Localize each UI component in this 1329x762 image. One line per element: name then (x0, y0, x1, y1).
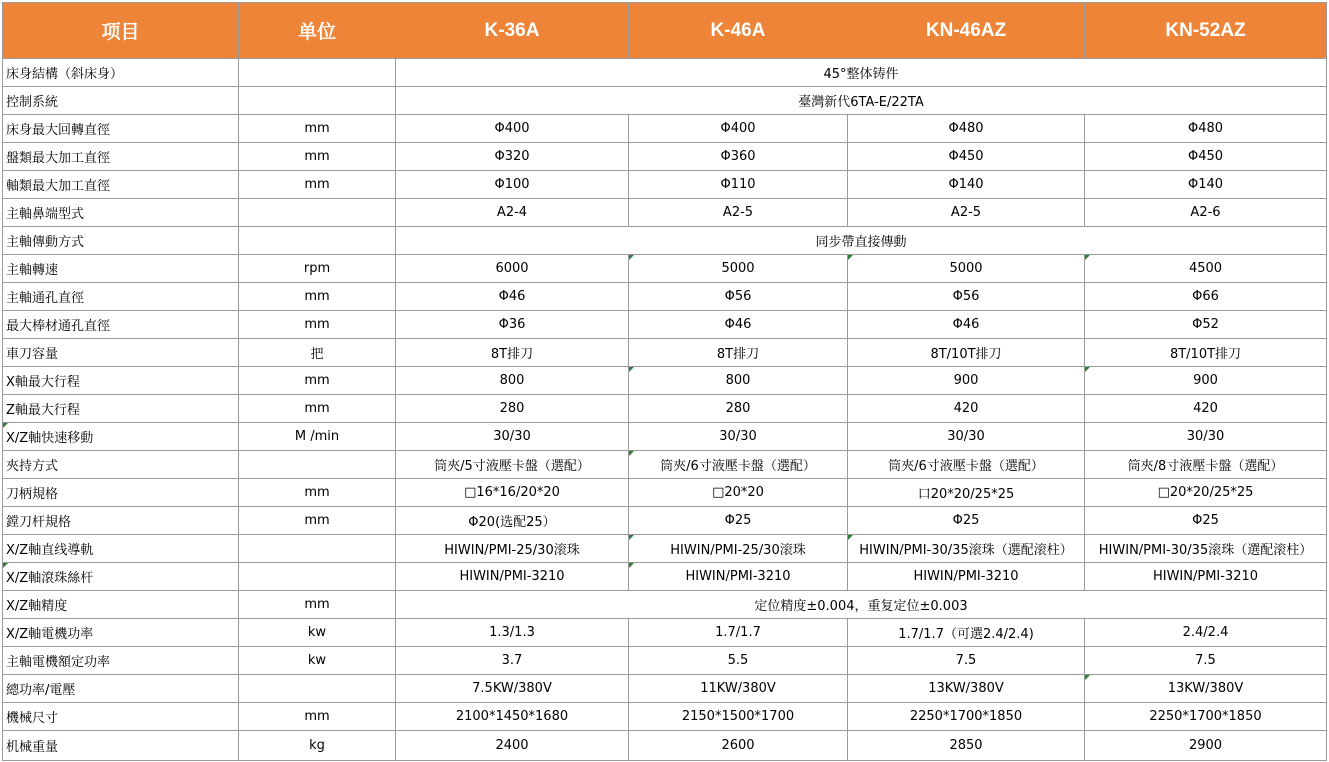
spec-unit: mm (239, 395, 396, 423)
table-row (3, 199, 1327, 227)
spec-unit: kw (239, 647, 396, 675)
spec-unit (239, 59, 396, 87)
spec-value: 8T排刀 (396, 339, 629, 367)
spec-value: Φ450 (1085, 143, 1327, 171)
spec-label: 車刀容量 (3, 339, 239, 367)
spec-value: 900 (1085, 367, 1327, 395)
spec-value: Φ20(选配25） (396, 507, 629, 535)
spec-unit: mm (239, 703, 396, 731)
spec-value: Φ56 (848, 283, 1085, 311)
spec-value: HIWIN/PMI-3210 (848, 563, 1085, 591)
spec-value: 13KW/380V (1085, 675, 1327, 703)
spec-unit (239, 199, 396, 227)
spec-label: 總功率/電壓 (3, 675, 239, 703)
spec-label: X軸最大行程 (3, 367, 239, 395)
spec-unit: mm (239, 171, 396, 199)
spec-value: 11KW/380V (629, 675, 848, 703)
spec-label: 盤類最大加工直徑 (3, 143, 239, 171)
spec-value: 30/30 (848, 423, 1085, 451)
table-row (3, 479, 1327, 507)
table-row (3, 115, 1327, 143)
spec-value: 13KW/380V (848, 675, 1085, 703)
table-row (3, 423, 1327, 451)
spec-value: Φ320 (396, 143, 629, 171)
table-row (3, 255, 1327, 283)
spec-label: X/Z軸電機功率 (3, 619, 239, 647)
spec-value: Φ400 (396, 115, 629, 143)
table-row (3, 143, 1327, 171)
spec-value: Φ480 (848, 115, 1085, 143)
spec-value: 2250*1700*1850 (848, 703, 1085, 731)
spec-value: 420 (1085, 395, 1327, 423)
table-body (3, 59, 1327, 761)
spec-value: 口20*20/25*25 (848, 479, 1085, 507)
table-row (3, 563, 1327, 591)
spec-value: Φ480 (1085, 115, 1327, 143)
spec-value: 30/30 (629, 423, 848, 451)
table-row (3, 703, 1327, 731)
spec-value: HIWIN/PMI-30/35滚珠（選配滚柱） (1085, 535, 1327, 563)
spec-value: Φ140 (848, 171, 1085, 199)
spec-label: 鏜刀杆規格 (3, 507, 239, 535)
spec-value: 4500 (1085, 255, 1327, 283)
spec-value: Φ360 (629, 143, 848, 171)
spec-value: Φ46 (629, 311, 848, 339)
table-row (3, 283, 1327, 311)
spec-value: Φ36 (396, 311, 629, 339)
spec-value: Φ25 (1085, 507, 1327, 535)
spec-value: Φ52 (1085, 311, 1327, 339)
spec-value: Φ110 (629, 171, 848, 199)
header-model-k36a: K-36A (396, 3, 629, 59)
spec-value: 筒夾/6寸液壓卡盤（選配） (629, 451, 848, 479)
spec-value: Φ450 (848, 143, 1085, 171)
spec-unit: mm (239, 283, 396, 311)
spec-value: A2-5 (629, 199, 848, 227)
spec-value: 2100*1450*1680 (396, 703, 629, 731)
spec-label: 控制系統 (3, 87, 239, 115)
spec-unit: rpm (239, 255, 396, 283)
spec-value: 7.5 (1085, 647, 1327, 675)
spec-value: 30/30 (396, 423, 629, 451)
spec-value: 420 (848, 395, 1085, 423)
spec-value: Φ66 (1085, 283, 1327, 311)
table-row (3, 507, 1327, 535)
spec-value: 900 (848, 367, 1085, 395)
spec-value: Φ25 (629, 507, 848, 535)
spec-value: □20*20 (629, 479, 848, 507)
spec-value: 280 (396, 395, 629, 423)
spec-label: 床身最大回轉直徑 (3, 115, 239, 143)
header-model-kn52az: KN-52AZ (1085, 3, 1327, 59)
spec-label: X/Z軸精度 (3, 591, 239, 619)
table-row (3, 619, 1327, 647)
spec-value: Φ140 (1085, 171, 1327, 199)
spec-unit: mm (239, 367, 396, 395)
spec-value: 280 (629, 395, 848, 423)
spec-label: 主軸電機額定功率 (3, 647, 239, 675)
spec-value: 1.7/1.7 (629, 619, 848, 647)
spec-value: 6000 (396, 255, 629, 283)
table-row (3, 339, 1327, 367)
spec-value: A2-4 (396, 199, 629, 227)
spec-value: 8T排刀 (629, 339, 848, 367)
spec-value: 800 (629, 367, 848, 395)
spec-unit (239, 535, 396, 563)
spec-value: 2150*1500*1700 (629, 703, 848, 731)
spec-label: 机械重量 (3, 731, 239, 761)
spec-label: 軸類最大加工直徑 (3, 171, 239, 199)
spec-value: Φ46 (396, 283, 629, 311)
spec-label: 夾持方式 (3, 451, 239, 479)
spec-value: 5000 (848, 255, 1085, 283)
spec-label: X/Z軸快速移動 (3, 423, 239, 451)
spec-value: 2400 (396, 731, 629, 761)
header-row (3, 3, 1327, 59)
spec-value: HIWIN/PMI-3210 (629, 563, 848, 591)
spec-value: □16*16/20*20 (396, 479, 629, 507)
spec-value: 8T/10T排刀 (848, 339, 1085, 367)
header-model-kn46az: KN-46AZ (848, 3, 1085, 59)
spec-unit: kg (239, 731, 396, 761)
table-row (3, 367, 1327, 395)
spec-table (2, 2, 1327, 761)
spec-label: 床身結構（斜床身） (3, 59, 239, 87)
spec-value: 筒夾/5寸液壓卡盤（選配） (396, 451, 629, 479)
spec-value: Φ56 (629, 283, 848, 311)
table-row (3, 591, 1327, 619)
spec-unit (239, 675, 396, 703)
spec-value: HIWIN/PMI-3210 (1085, 563, 1327, 591)
spec-value: 筒夾/6寸液壓卡盤（選配） (848, 451, 1085, 479)
spec-unit: mm (239, 311, 396, 339)
spec-value: □20*20/25*25 (1085, 479, 1327, 507)
spec-label: 機械尺寸 (3, 703, 239, 731)
spec-value: 2.4/2.4 (1085, 619, 1327, 647)
spec-label: X/Z軸直线導軌 (3, 535, 239, 563)
spec-unit: mm (239, 591, 396, 619)
spec-value: HIWIN/PMI-3210 (396, 563, 629, 591)
spec-value: 2900 (1085, 731, 1327, 761)
spec-unit: mm (239, 507, 396, 535)
spec-value-all-models: 臺灣新代6TA-E/22TA (396, 87, 1327, 115)
spec-label: X/Z軸滾珠絲杆 (3, 563, 239, 591)
spec-unit: kw (239, 619, 396, 647)
spec-value: 800 (396, 367, 629, 395)
spec-unit (239, 563, 396, 591)
spec-unit: M /min (239, 423, 396, 451)
spec-value: 30/30 (1085, 423, 1327, 451)
spec-value: A2-6 (1085, 199, 1327, 227)
header-unit: 单位 (239, 3, 396, 59)
table-row (3, 59, 1327, 87)
table-row (3, 87, 1327, 115)
spec-value: HIWIN/PMI-25/30滚珠 (396, 535, 629, 563)
table-row (3, 535, 1327, 563)
spec-label: 主軸通孔直徑 (3, 283, 239, 311)
spec-value: 2850 (848, 731, 1085, 761)
spec-value: Φ25 (848, 507, 1085, 535)
spec-value: 5.5 (629, 647, 848, 675)
spec-value-all-models: 定位精度±0.004，重复定位±0.003 (396, 591, 1327, 619)
spec-value: 筒夾/8寸液壓卡盤（選配） (1085, 451, 1327, 479)
spec-value: A2-5 (848, 199, 1085, 227)
spec-unit (239, 451, 396, 479)
header-model-k46a: K-46A (629, 3, 848, 59)
spec-label: 刀柄規格 (3, 479, 239, 507)
table-row (3, 227, 1327, 255)
spec-label: 最大棒材通孔直徑 (3, 311, 239, 339)
table-row (3, 395, 1327, 423)
spec-value-all-models: 同步帶直接傳動 (396, 227, 1327, 255)
spec-value: 7.5 (848, 647, 1085, 675)
spec-value: HIWIN/PMI-30/35滚珠（選配滚柱） (848, 535, 1085, 563)
spec-unit (239, 87, 396, 115)
spec-value: Φ400 (629, 115, 848, 143)
spec-value: 8T/10T排刀 (1085, 339, 1327, 367)
spec-value: 2600 (629, 731, 848, 761)
spec-unit: 把 (239, 339, 396, 367)
spec-label: 主軸傳動方式 (3, 227, 239, 255)
spec-value: HIWIN/PMI-25/30滚珠 (629, 535, 848, 563)
spec-unit: mm (239, 479, 396, 507)
table-row (3, 731, 1327, 761)
spec-label: Z軸最大行程 (3, 395, 239, 423)
spec-unit: mm (239, 115, 396, 143)
spec-value: 7.5KW/380V (396, 675, 629, 703)
table-row (3, 171, 1327, 199)
spec-unit: mm (239, 143, 396, 171)
spec-value: Φ100 (396, 171, 629, 199)
spec-unit (239, 227, 396, 255)
spec-value: 1.7/1.7（可選2.4/2.4) (848, 619, 1085, 647)
spec-label: 主軸鼻端型式 (3, 199, 239, 227)
table-row (3, 311, 1327, 339)
spec-value: 2250*1700*1850 (1085, 703, 1327, 731)
table-row (3, 675, 1327, 703)
table-row (3, 647, 1327, 675)
spec-value: 5000 (629, 255, 848, 283)
spec-value: 3.7 (396, 647, 629, 675)
spec-value-all-models: 45°整体铸件 (396, 59, 1327, 87)
spec-value: 1.3/1.3 (396, 619, 629, 647)
header-item: 项目 (3, 3, 239, 59)
spec-label: 主軸轉速 (3, 255, 239, 283)
table-row (3, 451, 1327, 479)
table-header (3, 3, 1327, 59)
spec-value: Φ46 (848, 311, 1085, 339)
